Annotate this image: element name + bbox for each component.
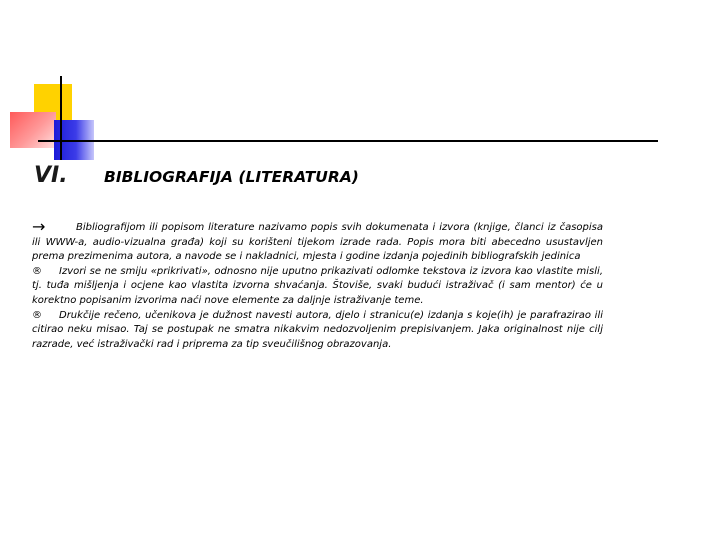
paragraph-bibliography (32, 217, 603, 265)
paragraph-citation (32, 309, 603, 353)
paragraph-text: Bibliografijom ili popisom literature nazivamo popis svih dokumenata i izvora (knjige, članci iz časopisa ili WWW-a, audio-vizualna građa) koji su korišteni tijekom izrade rada. Popis mora biti abecedno usustavljen prema prezimenima autora, a navode se i nakladnici, mjesta i godine izdanja pojedinih bibliografskih jedinica (32, 222, 603, 263)
section-number: VI. (34, 163, 68, 188)
bullet-icon: ® (32, 265, 42, 277)
paragraph-text: Drukčije rečeno, učenikova je dužnost navesti autora, djelo i stranicu(e) izdanja s koje(ih) je parafrazirao ili citirao neku misao. Taj se postupak ne smatra nikakvim nedozvoljenim prepisivanjem. Jaka originalnost nije cilj razrade, već istraživački rad i priprema za tip sveučilišnog obrazovanja. (32, 309, 603, 350)
bullet-icon: ® (32, 309, 42, 321)
paragraph-sources (32, 265, 603, 309)
arrow-icon: → (32, 217, 46, 236)
horizontal-rule (38, 140, 658, 142)
body-text (32, 217, 603, 352)
vertical-rule (60, 76, 62, 160)
paragraph-text: Izvori se ne smiju «prikrivati», odnosno nije uputno prikazivati odlomke tekstova iz izvora kao vlastite misli, tj. tuđa mišljenja i ocjene kao vlastita izvorna shvaćanja. Štoviše, svaki budući istraživač (i sam mentor) će u korektno popisanim izvorima naći nove elemente za daljnje istraživanje teme. (32, 265, 603, 306)
red-square-decoration (10, 112, 56, 148)
slide-title: BIBLIOGRAFIJA (LITERATURA) (104, 168, 359, 186)
